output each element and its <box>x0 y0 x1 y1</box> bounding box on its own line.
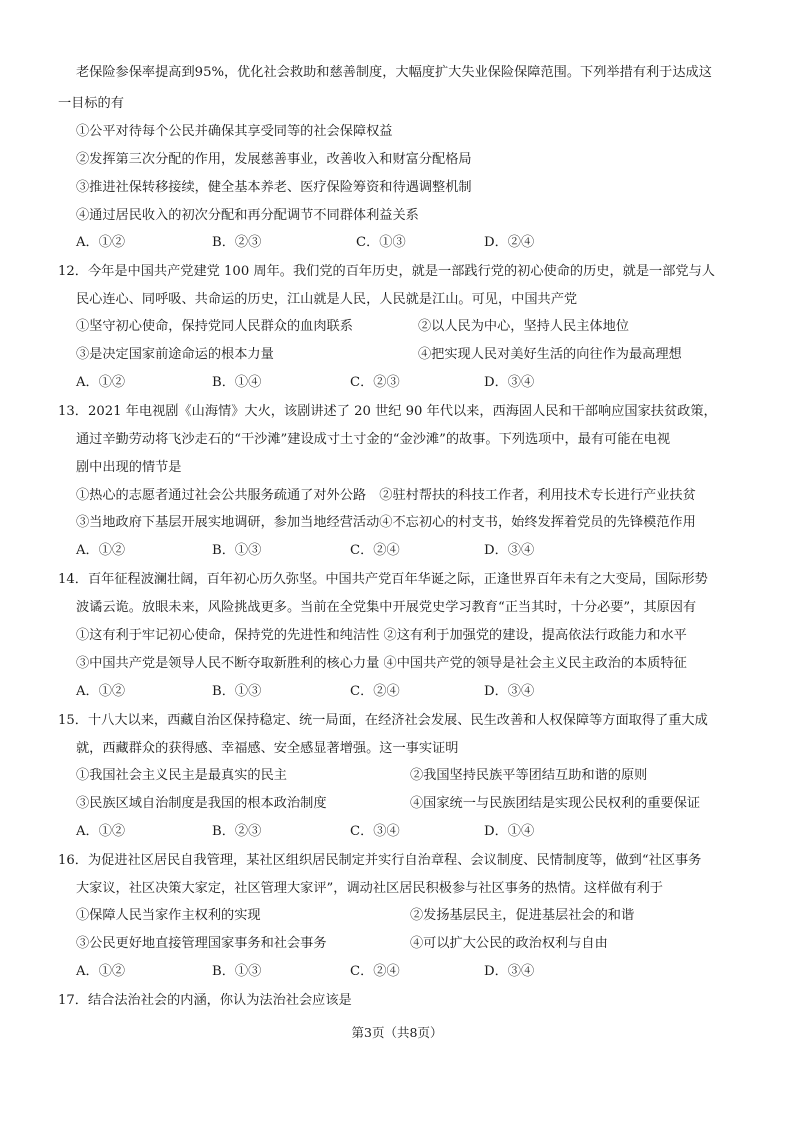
q11-option-2: ②发挥第三次分配的作用，发展慈善事业，改善收入和财富分配格局 <box>76 152 472 167</box>
q11-stem-line-2: 一目标的有 <box>58 96 124 111</box>
q14-choice-b: B．①③ <box>212 684 262 699</box>
q12-choice-c: C．②③ <box>350 375 400 390</box>
q16-option-1: ①保障人民当家作主权利的实现 <box>76 908 261 923</box>
q12-option-2: ②以人民为中心，坚持人民主体地位 <box>418 319 629 334</box>
q14-choice-c: C．②④ <box>350 684 400 699</box>
q15-stem-line-2: 就，西藏群众的获得感、幸福感、安全感显著增强。这一事实证明 <box>76 741 459 756</box>
q14-choice-d: D．③④ <box>484 684 535 699</box>
page-number-footer: 第3页（共8页） <box>351 1025 443 1040</box>
q11-choice-a: A．①② <box>76 235 126 250</box>
q11-stem-line-1: 老保险参保率提高到95%，优化社会救助和慈善制度，大幅度扩大失业保险保障范围。下列举措有利于达成这 <box>76 65 712 80</box>
q15-option-1: ①我国社会主义民主是最真实的民主 <box>76 768 287 783</box>
q16-choice-c: C．②④ <box>350 964 400 979</box>
q16-choice-d: D．③④ <box>484 964 535 979</box>
q13-stem-line-3: 剧中出现的情节是 <box>76 460 182 475</box>
q15-choice-c: C．③④ <box>350 824 400 839</box>
q12-stem-line-2: 民心连心、同呼吸、共命运的历史，江山就是人民，人民就是江山。可见，中国共产党 <box>76 292 578 307</box>
q14-option-row-1: ①这有利于牢记初心使命，保持党的先进性和纯洁性 ②这有利于加强党的建设，提高依法行政能力和水平 <box>76 628 687 643</box>
q14-stem-line-2: 波谲云诡。放眼未来，风险挑战更多。当前在全党集中开展党史学习教育“正当其时，十分必要”，其原因有 <box>76 600 697 615</box>
q12-option-1: ①坚守初心使命，保持党同人民群众的血肉联系 <box>76 319 353 334</box>
q15-choice-a: A．①② <box>76 824 126 839</box>
q11-choice-c: C．①③ <box>356 235 406 250</box>
q15-choice-d: D．①④ <box>484 824 535 839</box>
q13-choice-a: A．①② <box>76 543 126 558</box>
q12-option-3: ③是决定国家前途命运的根本力量 <box>76 347 274 362</box>
q13-choice-d: D．③④ <box>484 543 535 558</box>
q12-option-4: ④把实现人民对美好生活的向往作为最高理想 <box>418 347 682 362</box>
q17-stem-line-1: 17．结合法治社会的内涵，你认为法治社会应该是 <box>58 993 352 1008</box>
q13-choice-c: C．②④ <box>350 543 400 558</box>
q14-stem-line-1: 14．百年征程波澜壮阔，百年初心历久弥坚。中国共产党百年华诞之际，正逢世界百年未有之大变局，国际形势 <box>58 572 708 587</box>
q11-choice-d: D．②④ <box>484 235 535 250</box>
q13-stem-line-1: 13．2021 年电视剧《山海情》大火，该剧讲述了 20 世纪 90 年代以来，西海固人民和干部响应国家扶贫政策， <box>58 404 717 419</box>
q16-option-4: ④可以扩大公民的政治权利与自由 <box>410 936 608 951</box>
q16-stem-line-1: 16．为促进社区居民自我管理，某社区组织居民制定并实行自治章程、会议制度、民情制度等，做到“社区事务 <box>58 853 702 868</box>
q11-option-1: ①公平对待每个公民并确保其享受同等的社会保障权益 <box>76 124 393 139</box>
q14-option-row-2: ③中国共产党是领导人民不断夺取新胜利的核心力量 ④中国共产党的领导是社会主义民主政治的本质特征 <box>76 656 687 671</box>
q13-choice-b: B．①③ <box>212 543 262 558</box>
q16-stem-line-2: 大家议，社区决策大家定，社区管理大家评”，调动社区居民积极参与社区事务的热情。这样做有利于 <box>76 881 663 896</box>
q15-option-2: ②我国坚持民族平等团结互助和谐的原则 <box>410 768 648 783</box>
q11-option-3: ③推进社保转移接续，健全基本养老、医疗保险筹资和待遇调整机制 <box>76 180 472 195</box>
q14-choice-a: A．①② <box>76 684 126 699</box>
q15-choice-b: B．②③ <box>212 824 262 839</box>
q12-choice-a: A．①② <box>76 375 126 390</box>
q11-option-4: ④通过居民收入的初次分配和再分配调节不同群体利益关系 <box>76 208 419 223</box>
q12-stem-line-1: 12．今年是中国共产党建党 100 周年。我们党的百年历史，就是一部践行党的初心使命的历史，就是一部党与人 <box>58 264 715 279</box>
q15-option-4: ④国家统一与民族团结是实现公民权利的重要保证 <box>410 796 701 811</box>
q15-option-3: ③民族区域自治制度是我国的根本政治制度 <box>76 796 327 811</box>
q13-option-row-2: ③当地政府下基层开展实地调研，参加当地经营活动④不忘初心的村支书，始终发挥着党员的先锋模范作用 <box>76 515 696 530</box>
q13-stem-line-2: 通过辛勤劳动将飞沙走石的“干沙滩”建设成寸土寸金的“金沙滩”的故事。下列选项中，最有可能在电视 <box>76 432 671 447</box>
q16-choice-b: B．①③ <box>212 964 262 979</box>
q16-option-3: ③公民更好地直接管理国家事务和社会事务 <box>76 936 327 951</box>
q15-stem-line-1: 15．十八大以来，西藏自治区保持稳定、统一局面，在经济社会发展、民生改善和人权保障等方面取得了重大成 <box>58 713 708 728</box>
q16-choice-a: A．①② <box>76 964 126 979</box>
q16-option-2: ②发扬基层民主，促进基层社会的和谐 <box>410 908 635 923</box>
q12-choice-b: B．①④ <box>212 375 262 390</box>
q11-choice-b: B．②③ <box>212 235 262 250</box>
q12-choice-d: D．③④ <box>484 375 535 390</box>
q13-option-row-1: ①热心的志愿者通过社会公共服务疏通了对外公路 ②驻村帮扶的科技工作者，利用技术专长进行产业扶贫 <box>76 488 696 503</box>
